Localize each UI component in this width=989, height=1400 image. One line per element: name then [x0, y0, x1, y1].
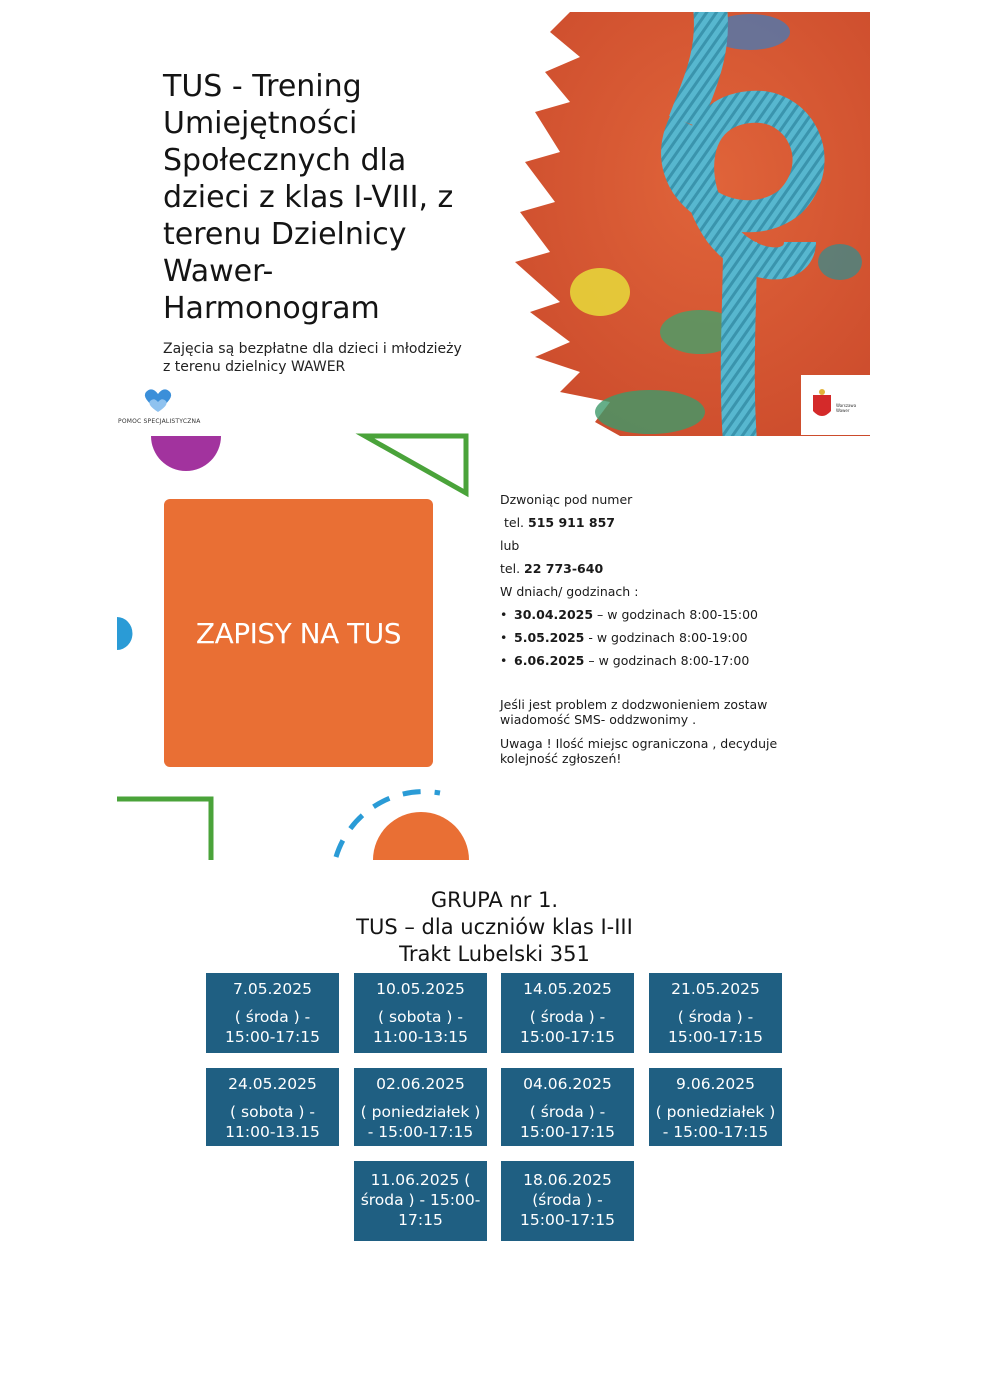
schedule-detail: ( sobota ) - 11:00-13:15 — [373, 1008, 468, 1046]
green-angle-top — [365, 436, 466, 493]
schedule-detail: (środa ) - 15:00-17:15 — [520, 1191, 615, 1229]
schedule-tile — [206, 973, 339, 1053]
schedule-date: 9.06.2025 — [676, 1075, 755, 1093]
group-title: GRUPA nr 1. — [430, 888, 559, 912]
schedule-detail: środa ) - 15:00-17:15 — [360, 1191, 481, 1229]
orange-semicircle — [373, 812, 469, 860]
schedule-tile — [354, 1068, 487, 1146]
schedule-date: 24.05.2025 — [228, 1075, 317, 1093]
schedule-tile — [354, 1161, 487, 1241]
slot-item: • 30.04.2025 – w godzinach 8:00-15:00 — [514, 603, 800, 626]
slot-item: • 6.06.2025 – w godzinach 8:00-17:00 — [514, 649, 800, 672]
purple-semicircle — [151, 436, 221, 471]
phone-number-1[interactable]: 515 911 857 — [528, 515, 615, 530]
schedule-date: 11.06.2025 ( — [370, 1171, 471, 1189]
schedule-date: 7.05.2025 — [233, 980, 312, 998]
registration-slots — [500, 603, 800, 672]
contact-notes — [500, 697, 790, 775]
blue-dashed-arc — [336, 792, 440, 857]
group-audience: TUS – dla uczniów klas I-III — [356, 915, 633, 939]
schedule-detail: ( środa ) - 15:00-17:15 — [520, 1008, 615, 1046]
registration-box — [164, 499, 433, 767]
green-angle-bottom — [117, 799, 211, 860]
schedule-detail: ( środa ) - 15:00-17:15 — [520, 1103, 615, 1141]
schedule-tile — [206, 1068, 339, 1146]
page-title: TUS - Trening Umiejętności Społecznych dla dzieci z klas I-VIII, z terenu Dzielnicy Wawer- Harmonogram — [163, 69, 454, 326]
days-heading: W dniach/ godzinach : — [500, 584, 639, 599]
blue-half-circle — [117, 617, 132, 650]
registration-label: ZAPISY NA TUS — [195, 616, 402, 650]
schedule-tile — [649, 1068, 782, 1146]
subtitle: Zajęcia są bezpłatne dla dzieci i młodzieży z terenu dzielnicy WAWER — [163, 341, 462, 375]
slot-item: • 5.05.2025 - w godzinach 8:00-19:00 — [514, 626, 800, 649]
group-heading — [0, 887, 989, 968]
rope-knot-photo — [500, 12, 870, 436]
phone-number-2[interactable]: 22 773-640 — [524, 561, 604, 576]
city-badge-text: Warszawa Wawer — [836, 403, 857, 413]
schedule-tile — [501, 973, 634, 1053]
schedule-detail: ( środa ) - 15:00-17:15 — [668, 1008, 763, 1046]
contact-info — [500, 488, 800, 672]
schedule-date: 21.05.2025 — [671, 980, 760, 998]
phone-line-1: tel. 515 911 857 — [503, 515, 615, 530]
group-address: Trakt Lubelski 351 — [399, 942, 590, 966]
schedule-tile — [501, 1068, 634, 1146]
contact-intro: Dzwoniąc pod numer — [500, 492, 633, 507]
schedule-date: 02.06.2025 — [376, 1075, 465, 1093]
schedule-date: 04.06.2025 — [523, 1075, 612, 1093]
or-text: lub — [500, 538, 520, 553]
schedule-tile — [354, 973, 487, 1053]
schedule-detail: ( środa ) - 15:00-17:15 — [225, 1008, 320, 1046]
schedule-date: 18.06.2025 — [523, 1171, 612, 1189]
schedule-detail: ( sobota ) - 11:00-13.15 — [225, 1103, 320, 1141]
phone-line-2: tel. 22 773-640 — [500, 561, 604, 576]
sms-note: Jeśli jest problem z dodzwonieniem zostaw wiadomość SMS- oddzwonimy . — [500, 697, 768, 727]
schedule-tile — [649, 973, 782, 1053]
schedule-date: 14.05.2025 — [523, 980, 612, 998]
schedule-detail: ( poniedziałek ) - 15:00-17:15 — [655, 1103, 776, 1141]
schedule-tile — [501, 1161, 634, 1241]
limit-note: Uwaga ! Ilość miejsc ograniczona , decyduje kolejność zgłoszeń! — [500, 736, 778, 766]
schedule-date: 10.05.2025 — [376, 980, 465, 998]
logo-text: POMOC SPECJALISTYCZNA — [118, 418, 201, 425]
schedule-detail: ( poniedziałek ) - 15:00-17:15 — [360, 1103, 481, 1141]
